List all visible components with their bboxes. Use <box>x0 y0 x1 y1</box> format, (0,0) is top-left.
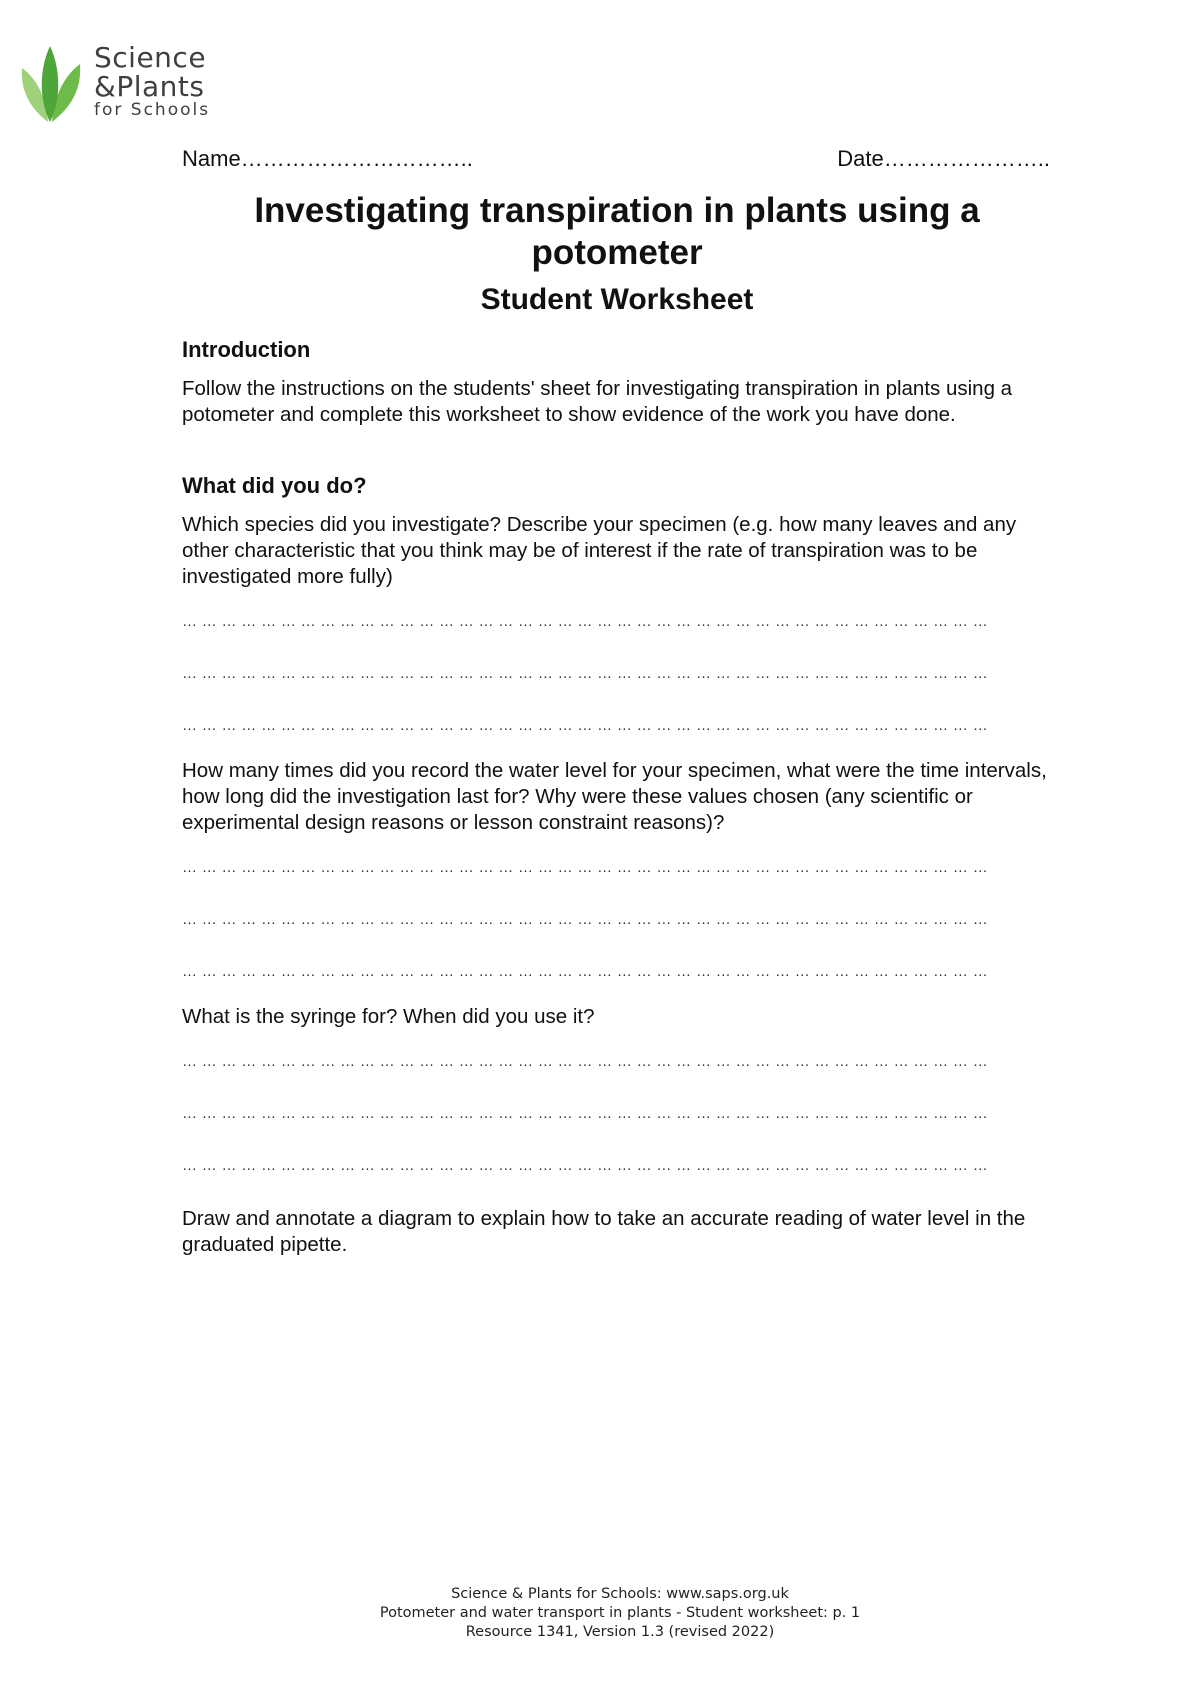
what-did-you-do-heading: What did you do? <box>182 473 367 498</box>
answer-line[interactable]: … … … … … … … … … … … … … … … … … … … … … … … … … … … … … … … … … … … … … … … … … <box>182 1053 988 1070</box>
answer-line[interactable]: … … … … … … … … … … … … … … … … … … … … … … … … … … … … … … … … … … … … … … … … … <box>182 859 988 876</box>
saps-logo <box>18 42 228 124</box>
worksheet-page <box>182 146 1052 1498</box>
answer-line[interactable]: … … … … … … … … … … … … … … … … … … … … … … … … … … … … … … … … … … … … … … … … … <box>182 911 988 928</box>
answer-line[interactable]: … … … … … … … … … … … … … … … … … … … … … … … … … … … … … … … … … … … … … … … … … <box>182 717 988 734</box>
logo-text-science: Science <box>94 41 207 74</box>
answer-line[interactable]: … … … … … … … … … … … … … … … … … … … … … … … … … … … … … … … … … … … … … … … … … <box>182 665 988 682</box>
answer-lines-syringe[interactable] <box>182 1036 1052 1192</box>
footer-line-website: Science & Plants for Schools: www.saps.org.uk <box>451 1586 789 1602</box>
footer-line-resource-title: Potometer and water transport in plants - Student worksheet: p. 1 <box>379 1605 861 1621</box>
answer-line[interactable]: … … … … … … … … … … … … … … … … … … … … … … … … … … … … … … … … … … … … … … … … … <box>182 1157 988 1174</box>
diagram-space[interactable] <box>182 1258 1052 1498</box>
introduction-text: Follow the instructions on the students' sheet for investigating transpiration in plants using a potometer and complete this worksheet to show evidence of the work you have done. <box>182 377 1013 426</box>
introduction-heading: Introduction <box>182 337 311 362</box>
answer-line[interactable]: … … … … … … … … … … … … … … … … … … … … … … … … … … … … … … … … … … … … … … … … … <box>182 1105 988 1122</box>
worksheet-title: Investigating transpiration in plants using a potometer <box>254 191 980 272</box>
logo-text-plants: &Plants <box>94 70 205 103</box>
answer-lines-water-level[interactable] <box>182 842 1052 998</box>
answer-line[interactable]: … … … … … … … … … … … … … … … … … … … … … … … … … … … … … … … … … … … … … … … … … <box>182 613 988 630</box>
logo-text-for-schools: for Schools <box>94 100 211 120</box>
question-species: Which species did you investigate? Describe your specimen (e.g. how many leaves and any other characteristic that you think may be of interest if the rate of transpiration was to be investigated more fully) <box>182 513 1017 588</box>
page-footer <box>0 1585 1200 1642</box>
date-field[interactable]: Date………………….. <box>837 146 1050 171</box>
question-syringe: What is the syringe for? When did you use it? <box>182 1005 595 1028</box>
name-date-row <box>182 146 1052 176</box>
leaf-logo-icon <box>18 42 86 124</box>
answer-line[interactable]: … … … … … … … … … … … … … … … … … … … … … … … … … … … … … … … … … … … … … … … … … <box>182 963 988 980</box>
name-field[interactable]: Name………………………….. <box>182 146 473 171</box>
question-water-level: How many times did you record the water level for your specimen, what were the time intervals, how long did the investigation last for? Why were these values chosen (any scientific or experimental design reasons or lesson constraint reasons)? <box>182 759 1047 834</box>
question-diagram: Draw and annotate a diagram to explain how to take an accurate reading of water level in the graduated pipette. <box>182 1207 1026 1256</box>
footer-line-version: Resource 1341, Version 1.3 (revised 2022) <box>465 1624 775 1640</box>
answer-lines-species[interactable] <box>182 596 1052 752</box>
worksheet-subtitle: Student Worksheet <box>480 283 754 316</box>
